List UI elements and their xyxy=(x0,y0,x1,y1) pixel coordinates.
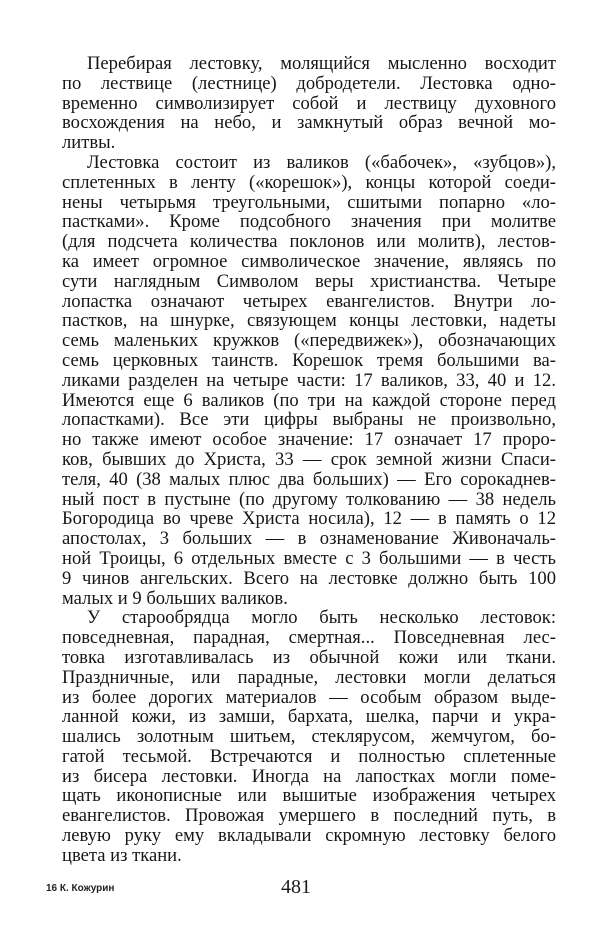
text-line: Праздничные, или парадные, лестовки могли делаться xyxy=(62,666,556,688)
text-line: из более дорогих материалов — особым образом выде- xyxy=(62,686,556,708)
text-line: цвета из ткани. xyxy=(62,844,182,866)
text-line: повседневная, парадная, смертная... Повседневная лес- xyxy=(62,627,556,649)
text-line: Богородица во чреве Христа носила), 12 — в память о 12 xyxy=(62,508,556,530)
page-number: 481 xyxy=(281,876,311,898)
text-line: Лестовка состоит из валиков («бабочек», «зубцов»), xyxy=(87,151,556,173)
text-line: (для подсчета количества поклонов или молитв), лестов- xyxy=(62,231,556,253)
text-line: лопастка означают четырех евангелистов. Внутри ло- xyxy=(62,290,556,312)
text-line: ланной кожи, из замши, бархата, шелка, парчи и укра- xyxy=(62,706,556,728)
text-line: ка имеет огромное символическое значение, являясь по xyxy=(62,250,556,272)
text-line: семь маленьких кружков («передвижек»), обозначающих xyxy=(62,330,556,352)
text-line: литвы. xyxy=(62,132,116,154)
printer-signature: 16 К. Кожурин xyxy=(46,883,115,894)
text-line: 9 чинов ангельских. Всего на лестовке должно быть 100 xyxy=(62,567,556,589)
paragraph xyxy=(62,153,556,608)
text-line: ной Троицы, 6 отдельных вместе с 3 большими — в честь xyxy=(62,547,556,569)
text-line: временно символизирует собой и лествицу духовного xyxy=(62,92,556,114)
paragraph xyxy=(62,54,556,153)
text-line: щать иконописные или вышитые изображения четырех xyxy=(62,785,556,807)
body-text xyxy=(62,54,556,866)
text-line: У старообрядца могло быть несколько лестовок: xyxy=(87,607,556,629)
text-line: пастков, на шнурке, связующем концы лестовки, надеты xyxy=(62,310,556,332)
text-line: гатой тесьмой. Встречаются и полностью сплетенные xyxy=(62,745,556,767)
text-line: сути наглядным Символом веры христианства. Четыре xyxy=(62,270,556,292)
text-line: пастками». Кроме подсобного значения при молитве xyxy=(62,211,556,233)
text-line: восхождения на небо, и замкнутый образ вечной мо- xyxy=(62,112,556,134)
text-line: малых и 9 больших валиков. xyxy=(62,587,288,609)
text-line: семь церковных таинств. Корешок тремя большими ва- xyxy=(62,349,556,371)
text-line: ликами разделен на четыре части: 17 валиков, 33, 40 и 12. xyxy=(62,369,556,391)
text-line: Перебирая лестовку, молящийся мысленно восходит xyxy=(87,53,556,74)
text-line: Имеются еще 6 валиков (по три на каждой стороне перед xyxy=(62,389,556,411)
text-line: сплетенных в ленту («корешок»), концы которой соеди- xyxy=(62,171,556,193)
text-line: ный пост в пустыне (по другому толкованию — 38 недель xyxy=(62,488,556,510)
text-line: по лествице (лестнице) добродетели. Лестовка одно- xyxy=(62,72,556,94)
text-line: ков, бывших до Христа, 33 — срок земной жизни Спаси- xyxy=(62,448,556,470)
text-line: но также имеют особое значение: 17 означает 17 проро- xyxy=(62,429,556,451)
text-line: лопастками). Все эти цифры выбраны не произвольно, xyxy=(62,409,556,431)
text-line: теля, 40 (38 малых плюс два больших) — Его сорокаднев- xyxy=(62,468,556,490)
text-line: апостолах, 3 больших — в ознаменование Живоначаль- xyxy=(62,528,556,550)
paragraph xyxy=(62,608,556,865)
text-line: из бисера лестовки. Иногда на лапостках могли поме- xyxy=(62,765,556,787)
text-line: товка изготавливалась из обычной кожи или ткани. xyxy=(62,646,556,668)
text-line: шались золотным шитьем, стеклярусом, жемчугом, бо- xyxy=(62,726,556,748)
text-line: нены четырьмя треугольными, сшитыми попарно «ло- xyxy=(62,191,556,213)
text-line: левую руку ему вкладывали скромную лестовку белого xyxy=(62,825,556,847)
text-line: евангелистов. Провожая умершего в последний путь, в xyxy=(62,805,556,827)
